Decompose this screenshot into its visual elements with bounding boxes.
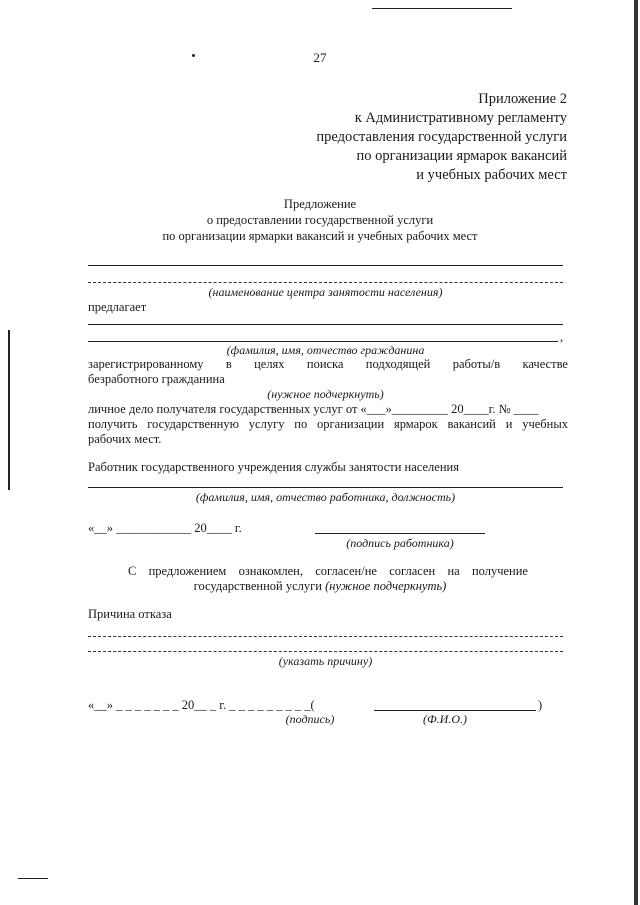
scan-mark-top [372, 8, 512, 9]
word: качестве [522, 357, 568, 371]
word: государственную [147, 417, 239, 431]
citizen-line-2 [88, 341, 558, 342]
word: на [447, 564, 460, 578]
refusal-reason-label: Причина отказа [88, 607, 172, 621]
word: учебных [522, 417, 568, 431]
unemployed-text: безработного гражданина [88, 372, 225, 386]
appendix-line-3: предоставления государственной услуги [316, 129, 567, 145]
word: работы/в [452, 357, 501, 371]
word: ознакомлен, [238, 564, 303, 578]
caption-citizen: (фамилия, имя, отчество гражданина [226, 343, 425, 357]
citizen-comma: , [560, 330, 564, 344]
word: согласен [389, 564, 436, 578]
appendix-block [316, 90, 567, 185]
scan-mark-left-bar [8, 330, 10, 490]
word: зарегистрированному [88, 357, 204, 371]
appendix-line-2: к Административному регламенту [354, 110, 567, 126]
scan-mark-right-edge [634, 0, 638, 905]
word: целях [254, 357, 285, 371]
fio-line [374, 710, 536, 711]
page-number: 27 [313, 50, 327, 65]
word: получить [88, 417, 138, 431]
document-heading [60, 196, 580, 244]
date-1: «__» ____________ 20____ г. [88, 521, 242, 535]
receive-line [88, 417, 568, 432]
word: С [128, 564, 137, 578]
heading-line-2: о предоставлении государственной услуги [206, 213, 434, 227]
word: ярмарок [393, 417, 438, 431]
word: поиска [306, 357, 344, 371]
word: организации [317, 417, 385, 431]
appendix-line-4: по организации ярмарок вакансий [356, 148, 567, 164]
acquainted-line-1 [128, 564, 528, 579]
workplaces-text: рабочих мест. [88, 432, 162, 446]
word: подходящей [365, 357, 431, 371]
acquainted-note: (нужное подчеркнуть) [325, 579, 447, 593]
word: по [294, 417, 308, 431]
citizen-line-1 [88, 324, 563, 325]
acquainted-text: государственной услуги [193, 579, 322, 593]
scan-mark-bottom [18, 878, 48, 879]
date-2: «__» _ _ _ _ _ _ _ 20__ _ г. _ _ _ _ _ _ _ _ _( [88, 698, 315, 712]
caption-fio: (Ф.И.О.) [423, 712, 467, 726]
fio-close-paren: ) [538, 698, 543, 712]
appendix-line-5: и учебных рабочих мест [416, 167, 567, 183]
heading-line-1: Предложение [283, 197, 357, 211]
employee-signature-line [315, 533, 485, 534]
reason-line-1 [88, 636, 563, 637]
registered-line [88, 357, 568, 372]
word: в [225, 357, 232, 371]
heading-line-3: по организации ярмарки вакансий и учебных рабочих мест [162, 229, 478, 243]
word: и [505, 417, 513, 431]
word: получение [471, 564, 528, 578]
appendix-line-1: Приложение 2 [478, 91, 567, 107]
caption-employee-signature: (подпись работника) [346, 536, 454, 550]
word: согласен/не [315, 564, 377, 578]
caption-center-name: (наименование центра занятости населения) [208, 285, 443, 299]
caption-employee: (фамилия, имя, отчество работника, должность) [195, 490, 456, 504]
caption-underline-1: (нужное подчеркнуть) [267, 387, 384, 401]
center-name-line-1 [88, 265, 563, 266]
employee-text: Работник государственного учреждения службы занятости населения [88, 460, 459, 474]
caption-signature: (подпись) [285, 712, 335, 726]
caption-reason: (указать причину) [278, 654, 373, 668]
reason-line-2 [88, 651, 563, 652]
word: услугу [248, 417, 285, 431]
proposes-text: предлагает [88, 300, 147, 314]
word: вакансий [447, 417, 496, 431]
center-name-line-2 [88, 282, 563, 283]
word: предложением [148, 564, 227, 578]
acquainted-line-2 [0, 579, 640, 594]
employee-name-line [88, 487, 563, 488]
personal-file-text: личное дело получателя государственных услуг от «___»_________ 20____г. № ____ [88, 402, 539, 416]
